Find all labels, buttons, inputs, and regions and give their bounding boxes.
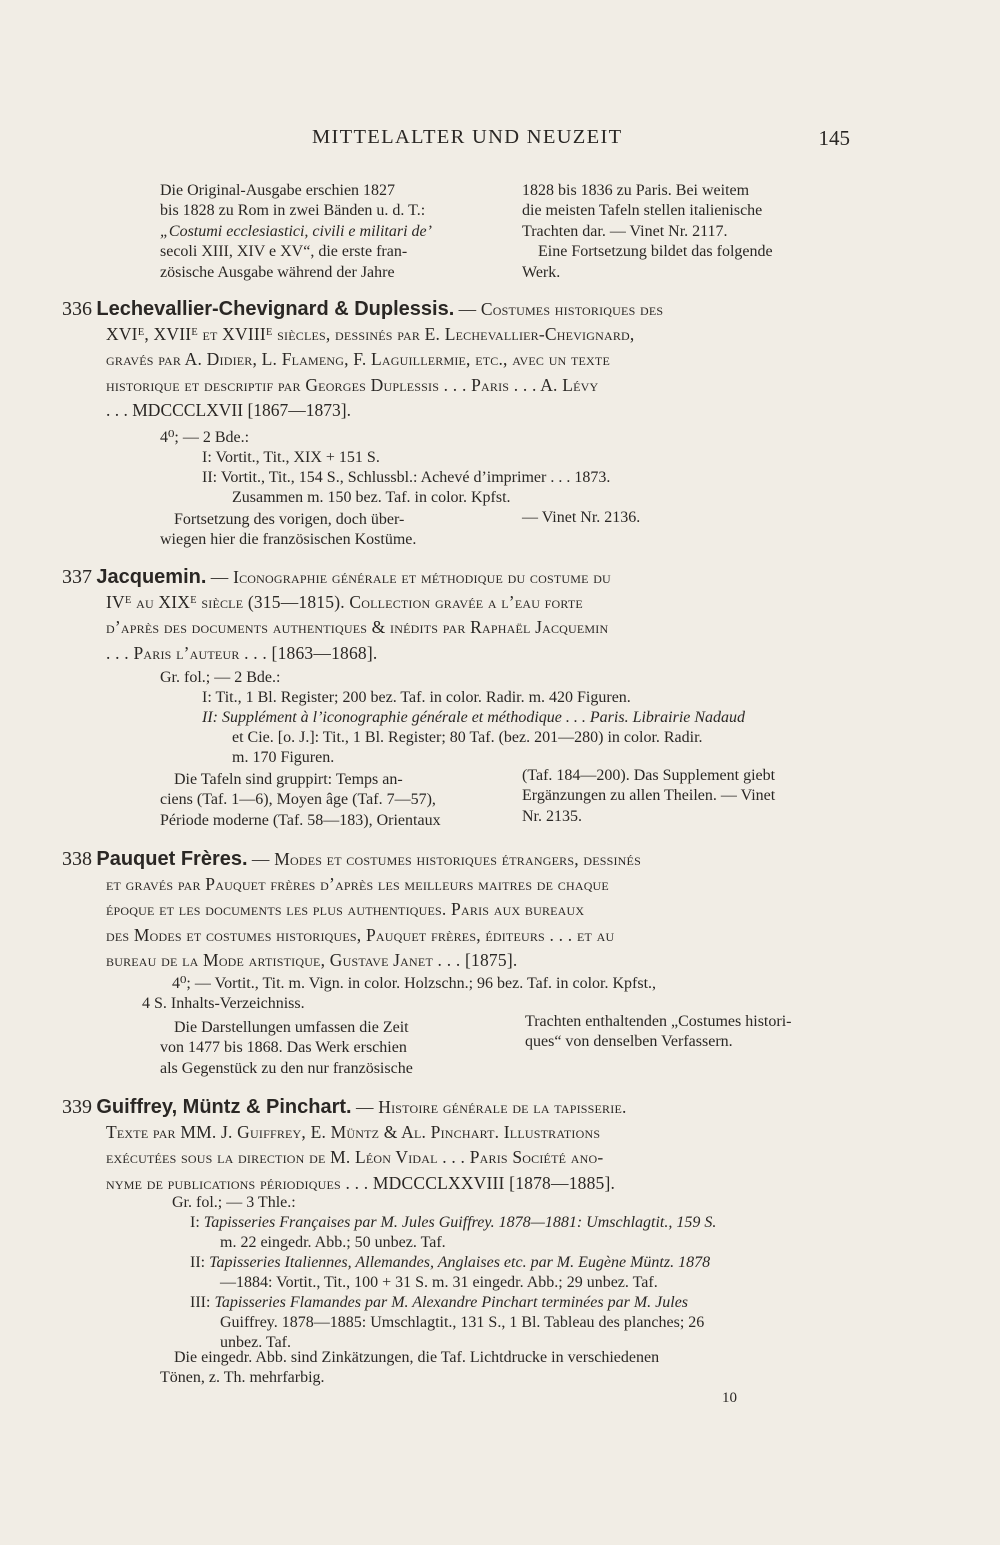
entry-338-note-right <box>525 1012 791 1053</box>
volume-continuation: m. 170 Figuren. <box>232 749 335 766</box>
entry-title-line: — Costumes historiques des <box>458 299 664 319</box>
text-line: von 1477 bis 1868. Das Werk erschien <box>160 1039 407 1057</box>
entry-format: 4 S. Inhalts-Verzeichniss. <box>142 995 305 1012</box>
entry-title-line: IVᴱ au XIXᴱ siècle (315—1815). Collection gravée a l’eau forte <box>106 592 583 613</box>
text-line: ciens (Taf. 1—6), Moyen âge (Taf. 7—57), <box>160 791 436 809</box>
volume-continuation: unbez. Taf. <box>220 1334 291 1351</box>
entry-338-details <box>142 974 872 1014</box>
volume-continuation: et Cie. [o. J.]: Tit., 1 Bl. Register; 80 Taf. (bez. 201—280) in color. Radir. <box>232 729 703 746</box>
text-line: Eine Fortsetzung bildet das folgende <box>538 243 773 261</box>
page-number: 145 <box>818 126 850 150</box>
entry-format: Gr. fol.; — 2 Bde.: <box>160 669 281 686</box>
volume-text: Tit., 1 Bl. Register; 200 bez. Taf. in color. Radir. m. 420 Figuren. <box>215 689 631 706</box>
text-line: Nr. 2135. <box>522 807 582 825</box>
entry-337-note-right <box>522 766 775 827</box>
entry-author: Guiffrey, Müntz & Pinchart. <box>96 1096 352 1118</box>
entry-title-line: et gravés par Pauquet frères d’après les meilleurs maitres de chaque <box>106 874 609 895</box>
volume-text: Tapisseries Italiennes, Allemandes, Anglaises etc. par M. Eugène Müntz. 1878 <box>209 1254 711 1271</box>
text-line: Tönen, z. Th. mehrfarbig. <box>160 1369 325 1387</box>
entry-title-line: historique et descriptif par Georges Duplessis . . . Paris . . . A. Lévy <box>106 374 599 395</box>
volume-roman: I: <box>202 689 212 706</box>
text-line: Die eingedr. Abb. sind Zinkätzungen, die Taf. Lichtdrucke in verschiedenen <box>174 1349 660 1366</box>
entry-format: Gr. fol.; — 3 Thle.: <box>172 1194 296 1211</box>
volume-line <box>190 1213 860 1233</box>
volume-roman: II: <box>202 709 218 726</box>
volume-line <box>190 1253 860 1273</box>
entry-339-note <box>160 1348 660 1389</box>
volume-roman: II: <box>190 1254 206 1271</box>
text-line: wiegen hier die französischen Kostüme. <box>160 531 417 549</box>
volume-text: Tapisseries Flamandes par M. Alexandre Pinchart terminées par M. Jules <box>214 1294 689 1311</box>
volume-line <box>202 448 860 468</box>
entry-339-heading <box>62 1095 862 1196</box>
entry-336-note-right <box>522 508 640 528</box>
entry-title-line: — Histoire générale de la tapisserie. <box>355 1097 627 1117</box>
entry-title-line: nyme de publications périodiques . . . MDCCCLXXVIII [1878—1885]. <box>106 1172 616 1193</box>
text-line: (Taf. 184—200). Das Supplement giebt <box>522 767 776 784</box>
entry-338-heading <box>62 847 862 973</box>
entry-format: 4⁰; — Vortit., Tit. m. Vign. in color. Holzschn.; 96 bez. Taf. in color. Kpfst., <box>172 975 657 992</box>
entry-title-line: . . . MDCCCLXVII [1867—1873]. <box>106 399 351 420</box>
text-line: Werk. <box>522 263 561 281</box>
entry-336-heading <box>62 297 862 423</box>
text-line: secoli XIII, XIV e XV“, die erste fran- <box>160 243 408 261</box>
text-line: die meisten Tafeln stellen italienische <box>522 202 763 220</box>
text-line: 1828 bis 1836 zu Paris. Bei weitem <box>522 182 750 199</box>
text-line: als Gegenstück zu den nur französische <box>160 1059 413 1077</box>
entry-title-line: XVIᴱ, XVIIᴱ et XVIIIᴱ siècles, dessinés par E. Lechevallier-Chevignard, <box>106 324 635 345</box>
text-line: bis 1828 zu Rom in zwei Bänden u. d. T.: <box>160 202 426 220</box>
text-line: zösische Ausgabe während der Jahre <box>160 263 395 281</box>
entry-title-line: — Modes et costumes historiques étrangers, dessinés <box>251 849 641 869</box>
text-line: Die Original-Ausgabe erschien 1827 <box>160 182 396 199</box>
entry-337-heading <box>62 565 862 666</box>
entry-format: 4⁰; — 2 Bde.: <box>160 429 250 446</box>
entry-number: 336 <box>62 298 92 320</box>
entry-title-line: . . . Paris l’auteur . . . [1863—1868]. <box>106 642 378 663</box>
summary-line: Zusammen m. 150 bez. Taf. in color. Kpfst. <box>232 489 511 506</box>
signature-mark: 10 <box>722 1390 737 1406</box>
volume-continuation: —1884: Vortit., Tit., 100 + 31 S. m. 31 eingedr. Abb.; 29 unbez. Taf. <box>220 1274 658 1291</box>
volume-roman: II: <box>202 469 218 486</box>
text-line: Trachten dar. — Vinet Nr. 2117. <box>522 222 728 240</box>
volume-line <box>202 688 860 708</box>
text-line: „Costumi ecclesiastici, civili e militari de’ <box>160 222 432 240</box>
entry-number: 338 <box>62 848 92 870</box>
text-line: Die Tafeln sind gruppirt: Temps an- <box>174 771 403 788</box>
entry-337-note-left <box>160 770 441 831</box>
volume-line <box>190 1293 860 1313</box>
entry-title-line: bureau de la Mode artistique, Gustave Janet . . . [1875]. <box>106 949 518 970</box>
entry-title-line: d’après des documents authentiques & inédits par Raphaël Jacquemin <box>106 617 609 638</box>
intro-right-column <box>522 181 773 283</box>
entry-336-note-left <box>160 510 417 551</box>
volume-text: Vortit., Tit., 154 S., Schlussbl.: Achevé d’imprimer . . . 1873. <box>220 469 611 486</box>
running-title: MITTELALTER UND NEUZEIT <box>312 126 623 148</box>
volume-roman: III: <box>190 1294 211 1311</box>
volume-text: Vortit., Tit., XIX + 151 S. <box>215 449 380 466</box>
volume-continuation: Guiffrey. 1878—1885: Umschlagtit., 131 S., 1 Bl. Tableau des planches; 26 <box>220 1314 705 1331</box>
text-line: Trachten enthaltenden „Costumes histori- <box>525 1013 792 1030</box>
volume-text: Supplément à l’iconographie générale et méthodique . . . Paris. Librairie Nadaud <box>221 709 746 726</box>
entry-author: Lechevallier-Chevignard & Duplessis. <box>96 298 455 320</box>
volume-continuation: m. 22 eingedr. Abb.; 50 unbez. Taf. <box>220 1234 446 1251</box>
volume-roman: I: <box>190 1214 200 1231</box>
entry-title-line: Texte par MM. J. Guiffrey, E. Müntz & Al. Pinchart. Illustrations <box>106 1122 601 1143</box>
page-header <box>160 126 850 156</box>
text-line: Période moderne (Taf. 58—183), Orientaux <box>160 811 441 829</box>
entry-number: 337 <box>62 566 92 588</box>
volume-line <box>202 468 860 488</box>
entry-337-details <box>160 668 860 768</box>
text-line: Die Darstellungen umfassen die Zeit <box>174 1019 409 1036</box>
text-line: Ergänzungen zu allen Theilen. — Vinet <box>522 787 776 805</box>
volume-text: Tapisseries Françaises par M. Jules Guiffrey. 1878—1881: Umschlagtit., 159 S. <box>203 1214 717 1231</box>
text-line: ques“ von denselben Verfassern. <box>525 1033 733 1051</box>
entry-author: Jacquemin. <box>96 566 207 588</box>
entry-author: Pauquet Frères. <box>96 848 248 870</box>
text-line: — Vinet Nr. 2136. <box>522 509 641 526</box>
entry-338-note-left <box>160 1018 413 1079</box>
entry-title-line: exécutées sous la direction de M. Léon Vidal . . . Paris Société ano- <box>106 1147 604 1168</box>
entry-title-line: époque et les documents les plus authentiques. Paris aux bureaux <box>106 899 585 920</box>
volume-roman: I: <box>202 449 212 466</box>
entry-number: 339 <box>62 1096 92 1118</box>
intro-left-column <box>160 181 432 283</box>
volume-line <box>202 708 860 728</box>
entry-title-line: des Modes et costumes historiques, Pauquet frères, éditeurs . . . et au <box>106 924 615 945</box>
text-line: Fortsetzung des vorigen, doch über- <box>174 511 405 528</box>
entry-339-details <box>160 1193 860 1353</box>
entry-title-line: — Iconographie générale et méthodique du costume du <box>210 567 611 587</box>
entry-336-details <box>160 428 860 508</box>
entry-title-line: gravés par A. Didier, L. Flameng, F. Laguillermie, etc., avec un texte <box>106 349 610 370</box>
